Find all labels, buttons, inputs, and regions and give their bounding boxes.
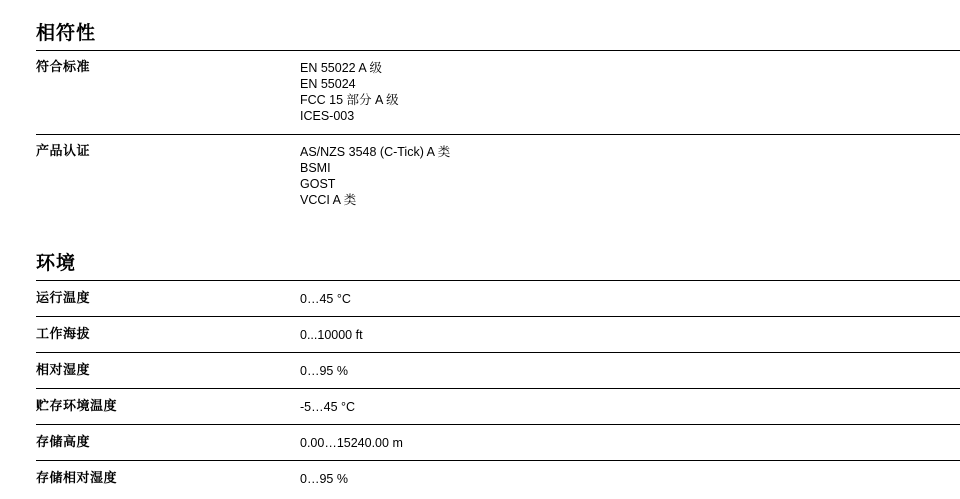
spec-label: 运行温度	[36, 290, 91, 306]
spec-label: 贮存环境温度	[36, 398, 118, 414]
spec-label: 产品认证	[36, 144, 91, 159]
spec-value: 0…95 %	[300, 363, 348, 378]
environment-section	[36, 252, 960, 497]
spec-row-standards	[36, 51, 960, 135]
environment-title: 环境	[36, 253, 77, 274]
compliance-section	[36, 22, 960, 208]
spec-value: EN 55022 A 级	[300, 61, 383, 75]
spec-value: -5…45 °C	[300, 399, 356, 414]
spec-value: 0.00…15240.00 m	[300, 435, 403, 450]
spec-value: FCC 15 部分 A 级	[300, 93, 399, 107]
spec-values	[300, 60, 960, 124]
spec-value: GOST	[300, 177, 336, 191]
spec-row-operating-temperature	[36, 281, 960, 317]
spec-value: VCCI A 类	[300, 193, 357, 207]
spec-row-storage-temperature	[36, 389, 960, 425]
spec-value: ICES-003	[300, 109, 355, 123]
spec-row-storage-altitude	[36, 425, 960, 461]
spec-value: BSMI	[300, 161, 331, 175]
spec-value: EN 55024	[300, 77, 356, 91]
spec-label: 存储相对湿度	[36, 471, 118, 486]
spec-row-storage-humidity	[36, 461, 960, 497]
spec-value: 0...10000 ft	[300, 327, 363, 342]
spec-row-certifications	[36, 135, 960, 208]
spec-value: 0…45 °C	[300, 291, 351, 306]
spec-label: 存储高度	[36, 434, 91, 450]
compliance-title: 相符性	[36, 23, 97, 44]
spec-value: 0…95 %	[300, 472, 348, 486]
spec-value: AS/NZS 3548 (C-Tick) A 类	[300, 145, 451, 159]
spec-label: 相对湿度	[36, 362, 91, 378]
spec-row-relative-humidity	[36, 353, 960, 389]
spec-values	[300, 144, 960, 208]
spec-row-operating-altitude	[36, 317, 960, 353]
spec-label: 工作海拔	[36, 326, 91, 342]
spec-label: 符合标准	[36, 60, 91, 75]
